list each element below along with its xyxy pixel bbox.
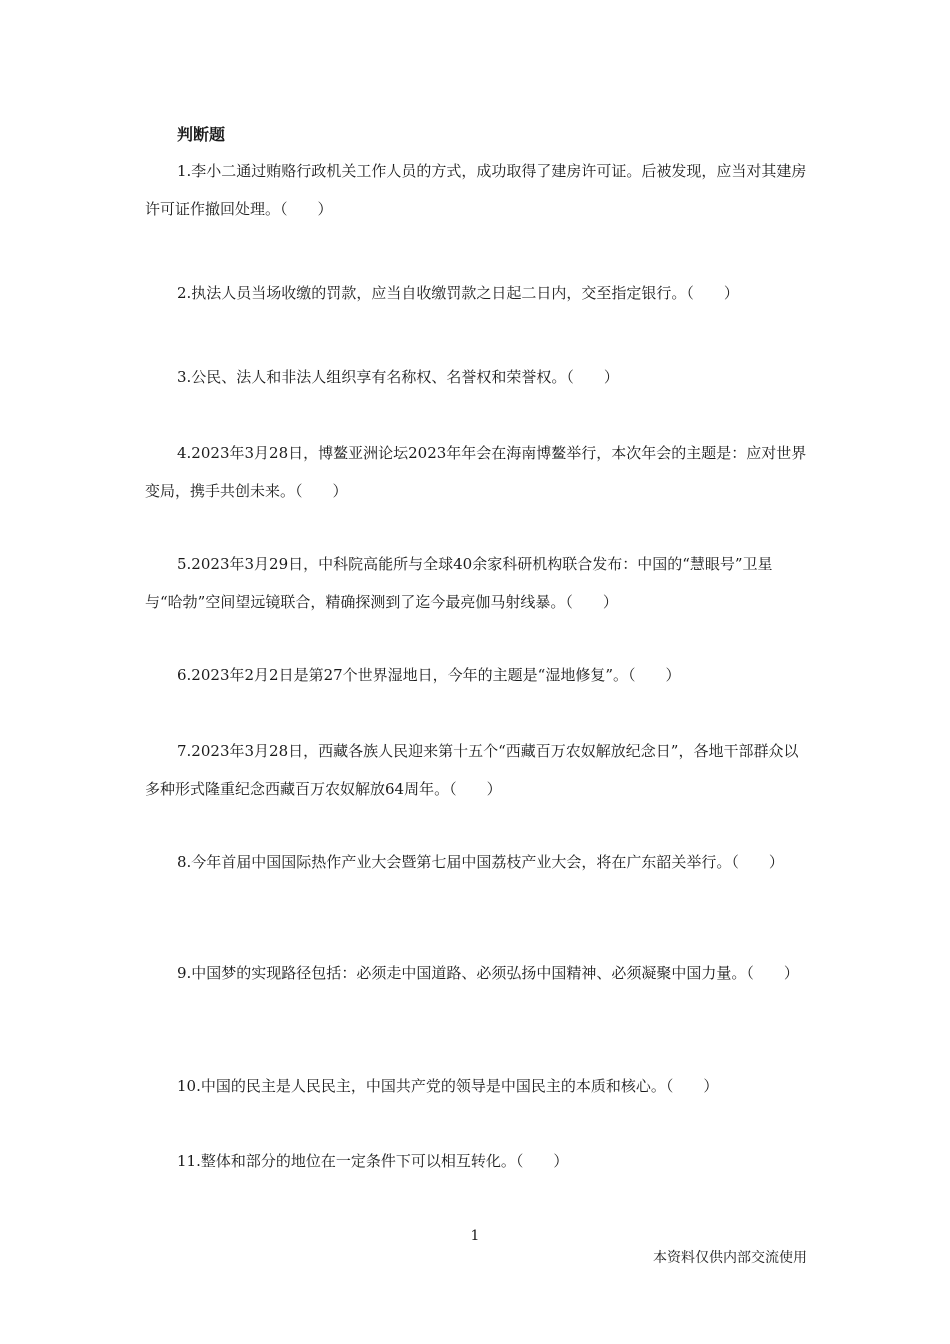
question-11: 11.整体和部分的地位在一定条件下可以相互转化。（ ） bbox=[177, 1152, 569, 1170]
question-7: 7.2023年3月28日，西藏各族人民迎来第十五个“西藏百万农奴解放纪念日”，各地干部群众以多种形式隆重纪念西藏百万农奴解放64周年。（ ） bbox=[145, 742, 799, 798]
question-1: 1.李小二通过贿赂行政机关工作人员的方式，成功取得了建房许可证。后被发现，应当对其建房许可证作撤回处理。（ ） bbox=[145, 162, 807, 218]
question-5: 5.2023年3月29日，中科院高能所与全球40余家科研机构联合发布：中国的“慧眼号”卫星与“哈勃”空间望远镜联合，精确探测到了迄今最亮伽马射线暴。（ ） bbox=[145, 555, 773, 611]
question-9: 9.中国梦的实现路径包括：必须走中国道路、必须弘扬中国精神、必须凝聚中国力量。（ ） bbox=[177, 964, 799, 982]
section-heading: 判断题 bbox=[177, 125, 226, 144]
question-8: 8.今年首届中国国际热作产业大会暨第七届中国荔枝产业大会，将在广东韶关举行。（ ） bbox=[177, 853, 784, 871]
question-3: 3.公民、法人和非法人组织享有名称权、名誉权和荣誉权。（ ） bbox=[177, 368, 619, 386]
page-number: 1 bbox=[470, 1228, 480, 1244]
question-4: 4.2023年3月28日，博鳌亚洲论坛2023年年会在海南博鳌举行，本次年会的主题是：应对世界变局，携手共创未来。（ ） bbox=[145, 444, 807, 500]
question-10: 10.中国的民主是人民民主，中国共产党的领导是中国民主的本质和核心。（ ） bbox=[177, 1077, 719, 1095]
footer-note: 本资料仅供内部交流使用 bbox=[653, 1250, 807, 1266]
question-2: 2.执法人员当场收缴的罚款，应当自收缴罚款之日起二日内，交至指定银行。（ ） bbox=[177, 284, 739, 302]
question-6: 6.2023年2月2日是第27个世界湿地日，今年的主题是“湿地修复”。（ ） bbox=[177, 666, 681, 684]
